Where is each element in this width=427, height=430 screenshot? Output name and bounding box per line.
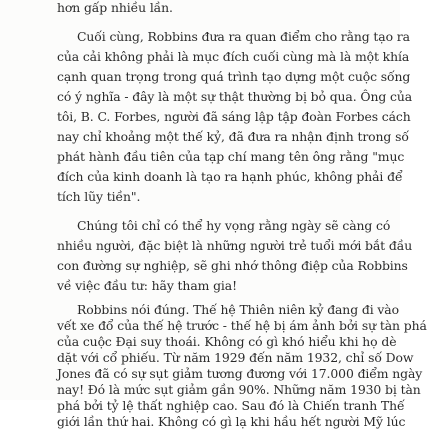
body-text-line: vết xe đổ của thế hệ trước - thế hệ bị ám ảnh bởi sự tàn phá xyxy=(57,318,427,333)
body-text-line: con đường sự nghiệp, sẽ ghi nhớ thông điệp của Robbins xyxy=(57,258,408,273)
body-text-line: có ý nghĩa - đây là một sự thật thường bị bỏ qua. Ông của xyxy=(57,89,413,104)
body-text-line: Robbins nói đúng. Thế hệ Thiên niên kỷ đang đi vào xyxy=(77,302,399,317)
body-text-line: của cải không phải là mục đích cuối cùng mà là một khía xyxy=(57,49,410,64)
body-text-line: nhiều người, đặc biệt là những người trẻ tuổi mới bắt đầu xyxy=(57,238,413,253)
body-text-line: tích lũy tiền". xyxy=(57,189,141,204)
body-text-line: đích của kinh doanh là tạo ra hạnh phúc, không phải để xyxy=(57,169,403,184)
body-text-line: nay chỉ khoảng một thế kỷ, đã đưa ra nhận định trong số xyxy=(57,129,409,144)
body-text-line: giới lần thứ hai. Không có gì lạ khi hầu hết người Mỹ lúc xyxy=(57,414,406,429)
body-text-line: phá bởi tỷ lệ thất nghiệp cao. Sau đó là Chiến tranh Thế xyxy=(57,398,405,413)
body-text-line: nay! Đó là mức sụt giảm gần 90%. Những năm 1930 bị tàn xyxy=(57,382,421,397)
body-text-line: phát hành đầu tiên của tạp chí mang tên ông rằng "mục xyxy=(57,149,405,164)
body-text-line: cạnh quan trọng trong quá trình tạo dựng một cuộc sống xyxy=(57,69,411,84)
body-text-line: Cuối cùng, Robbins đưa ra quan điểm cho rằng tạo ra xyxy=(77,29,410,44)
body-text-line: của cuộc Đại suy thoái. Không có gì khó hiểu khi họ dè xyxy=(57,334,397,349)
body-text-line: Chúng tôi chỉ có thể hy vọng rằng ngày sẽ càng có xyxy=(77,218,391,233)
body-text-line: dặt với cổ phiếu. Từ năm 1929 đến năm 1932, chỉ số Dow xyxy=(57,350,414,365)
body-text-line: về việc đầu tư: hãy tham gia! xyxy=(57,278,237,293)
body-text-line: Jones đã có sự sụt giảm tương đương với 17.000 điểm ngày xyxy=(57,366,423,381)
body-text-line: hơn gấp nhiều lần. xyxy=(57,0,173,15)
body-text-line: tôi, B. C. Forbes, người đã sáng lập tập đoàn Forbes cách xyxy=(57,109,411,124)
